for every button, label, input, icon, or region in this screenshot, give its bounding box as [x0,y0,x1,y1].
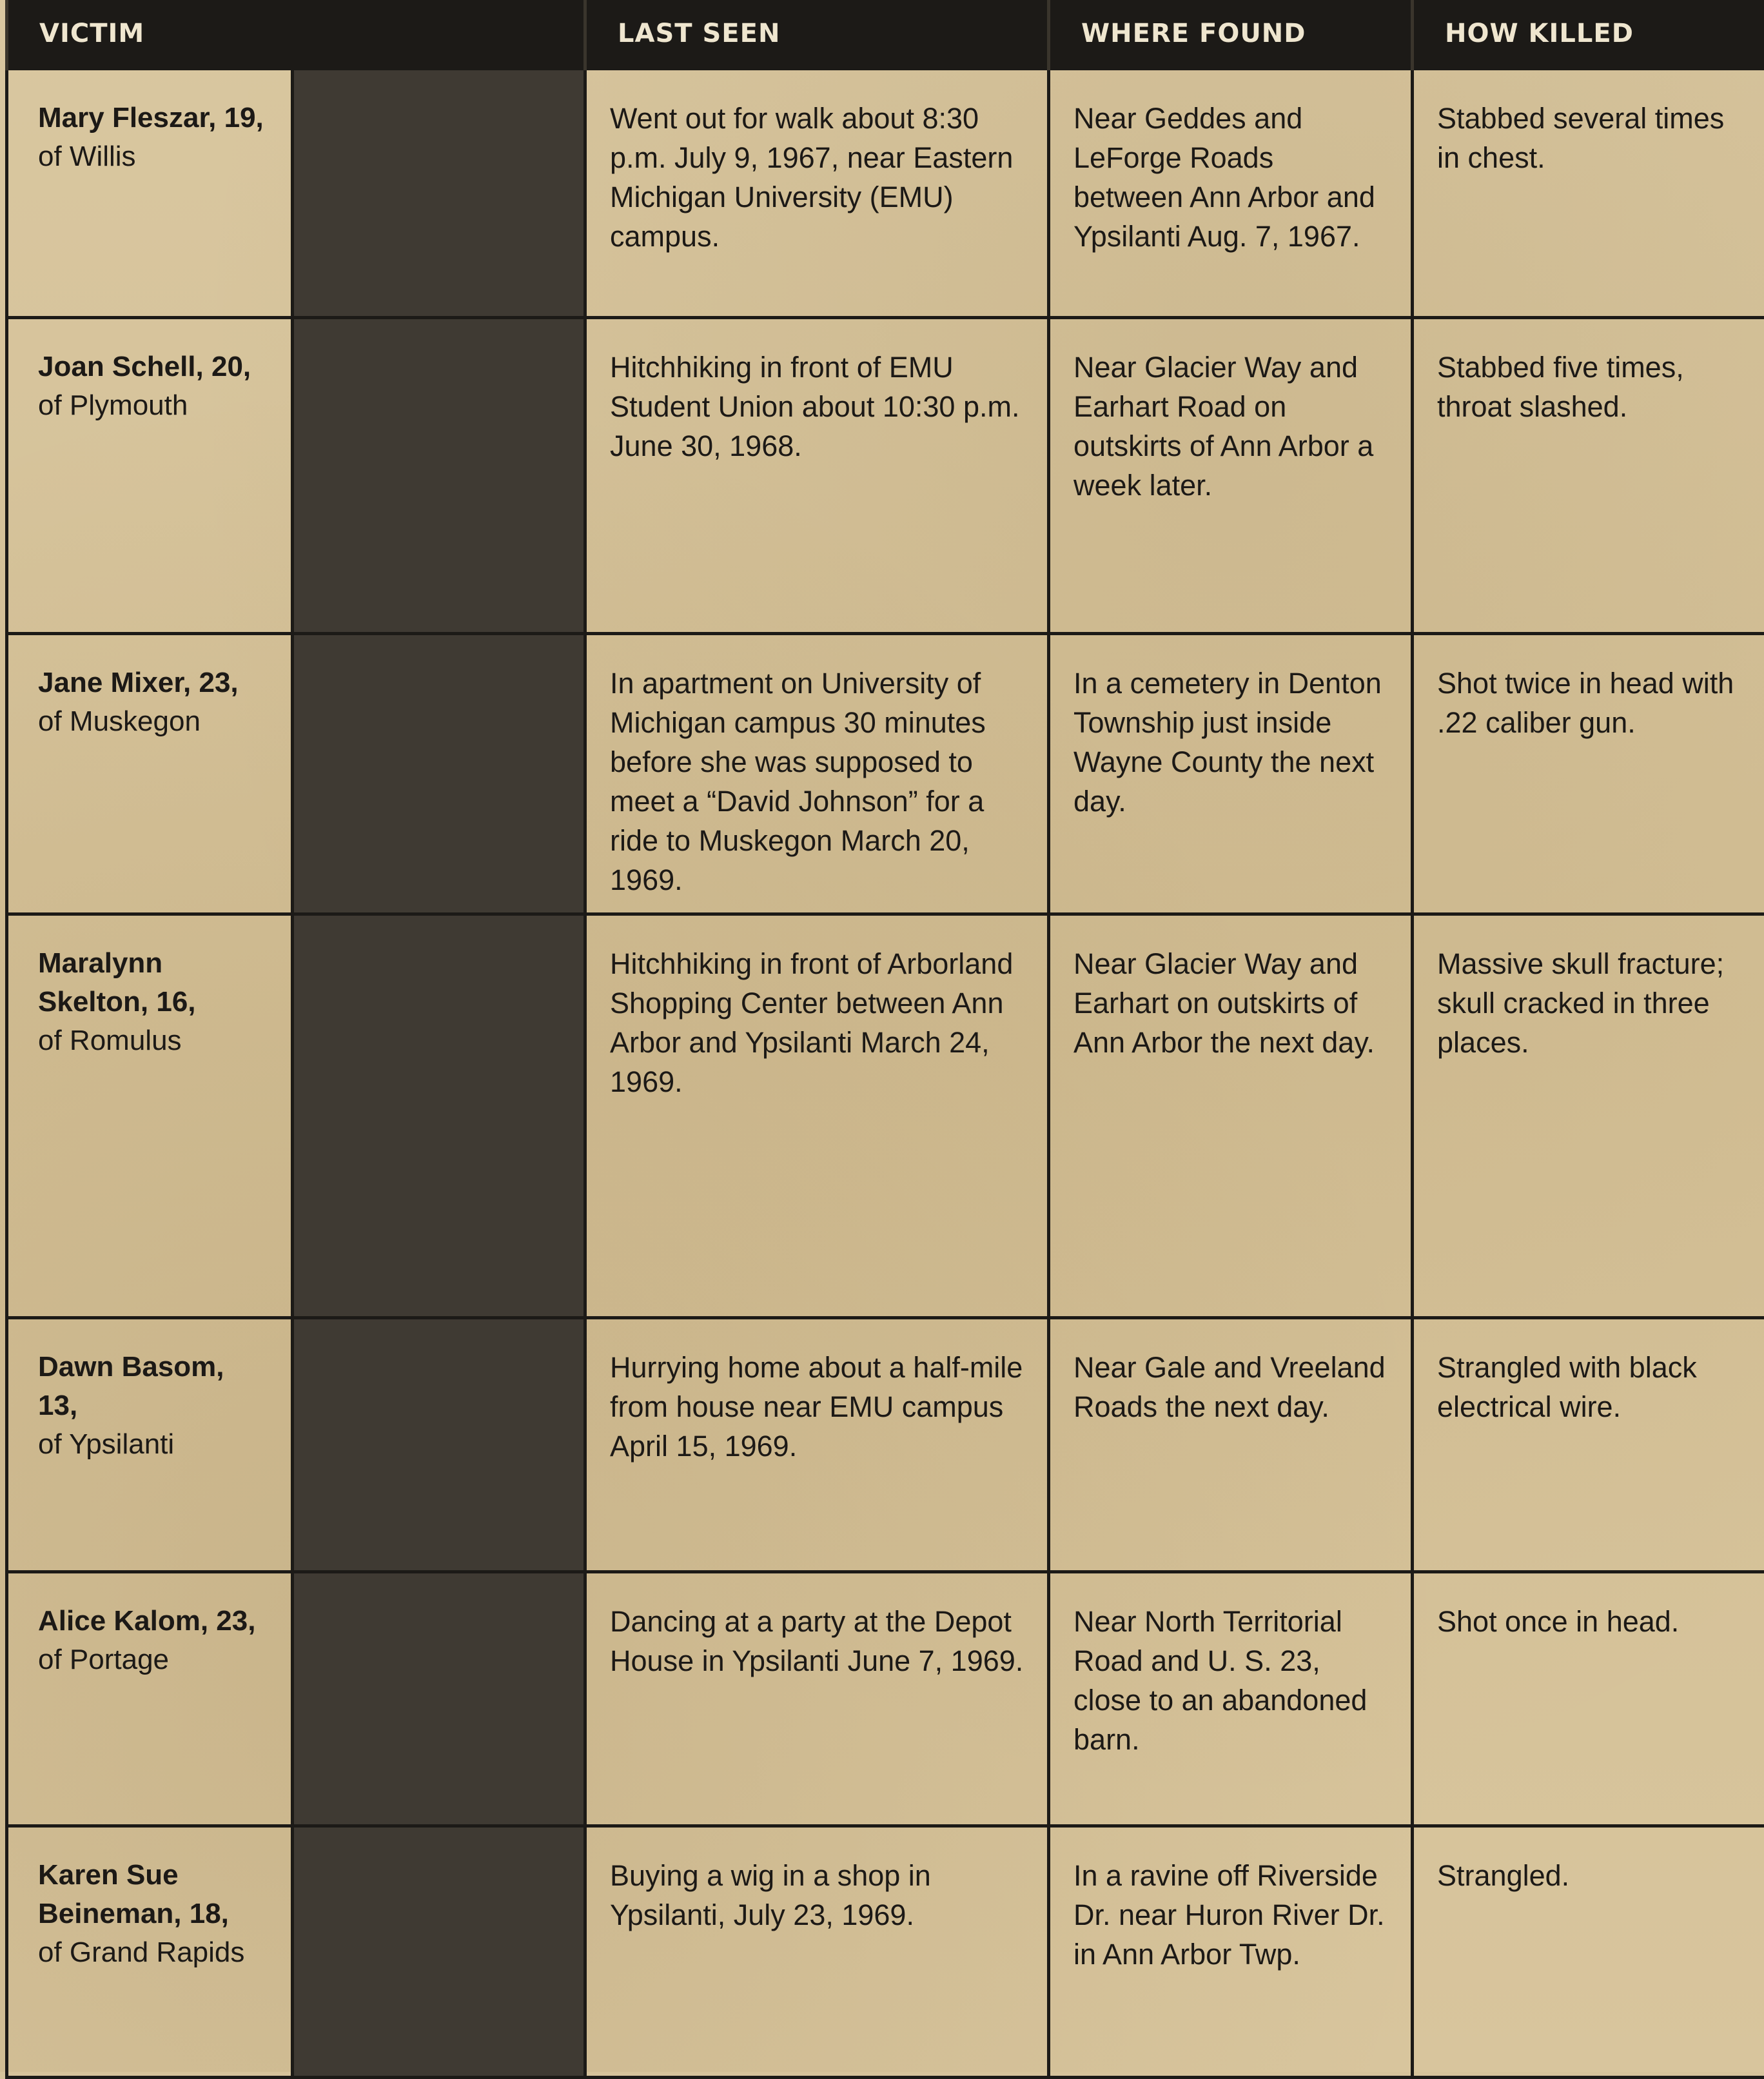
table-row [7,69,1764,318]
victims-table [5,0,1764,2079]
where-found-cell: In a ravine off Riverside Dr. near Huron River Dr. in Ann Arbor Twp. [1049,1826,1413,2078]
table-row [7,1826,1764,2078]
last-seen-cell: Hitchhiking in front of EMU Student Union about 10:30 p.m. June 30, 1968. [585,318,1049,634]
victim-name: Dawn Basom, 13, [38,1351,224,1421]
victim-hometown: of Portage [38,1641,268,1679]
victim-name: Mary Fleszar, 19, [38,102,264,133]
where-found-cell: Near Glacier Way and Earhart Road on outskirts of Ann Arbor a week later. [1049,318,1413,634]
victim-cell [7,1318,293,1572]
where-found-cell: Near North Territorial Road and U. S. 23, close to an abandoned barn. [1049,1572,1413,1826]
victim-name: Maralynn Skelton, 16, [38,947,196,1018]
victim-photo [293,318,585,634]
how-killed-cell: Shot once in head. [1413,1572,1764,1826]
where-found-cell: Near Geddes and LeForge Roads between Ann Arbor and Ypsilanti Aug. 7, 1967. [1049,69,1413,318]
victim-photo [293,69,585,318]
victim-name: Alice Kalom, 23, [38,1605,255,1637]
table-row [7,1572,1764,1826]
victim-hometown: of Muskegon [38,702,268,741]
last-seen-cell: Dancing at a party at the Depot House in Ypsilanti June 7, 1969. [585,1572,1049,1826]
victim-cell [7,914,293,1318]
victim-photo [293,914,585,1318]
victim-hometown: of Grand Rapids [38,1933,268,1972]
victim-hometown: of Plymouth [38,386,268,425]
victim-cell [7,1826,293,2078]
victim-photo [293,1572,585,1826]
how-killed-cell: Stabbed five times, throat slashed. [1413,318,1764,634]
victim-cell [7,1572,293,1826]
victim-hometown: of Romulus [38,1021,268,1060]
header-victim: VICTIM [7,0,585,69]
how-killed-cell: Massive skull fracture; skull cracked in three places. [1413,914,1764,1318]
header-where-found: WHERE FOUND [1049,0,1413,69]
victim-cell [7,634,293,914]
victim-name: Jane Mixer, 23, [38,667,239,698]
how-killed-cell: Strangled with black electrical wire. [1413,1318,1764,1572]
last-seen-cell: Buying a wig in a shop in Ypsilanti, July 23, 1969. [585,1826,1049,2078]
table-row [7,914,1764,1318]
victim-photo [293,1318,585,1572]
how-killed-cell: Strangled. [1413,1826,1764,2078]
victim-hometown: of Ypsilanti [38,1425,268,1464]
table-row [7,318,1764,634]
where-found-cell: Near Glacier Way and Earhart on outskirts of Ann Arbor the next day. [1049,914,1413,1318]
how-killed-cell: Shot twice in head with .22 caliber gun. [1413,634,1764,914]
header-last-seen: LAST SEEN [585,0,1049,69]
header-row [7,0,1764,69]
victim-photo [293,1826,585,2078]
victim-cell [7,318,293,634]
how-killed-cell: Stabbed several times in chest. [1413,69,1764,318]
where-found-cell: In a cemetery in Denton Township just inside Wayne County the next day. [1049,634,1413,914]
where-found-cell: Near Gale and Vreeland Roads the next day. [1049,1318,1413,1572]
table-row [7,1318,1764,1572]
victim-name: Joan Schell, 20, [38,351,251,382]
last-seen-cell: Hurrying home about a half-mile from house near EMU campus April 15, 1969. [585,1318,1049,1572]
victim-photo [293,634,585,914]
victim-name: Karen Sue Beineman, 18, [38,1859,229,1929]
last-seen-cell: In apartment on University of Michigan campus 30 minutes before she was supposed to meet a “David Johnson” for a ride to Muskegon March 20, 1969. [585,634,1049,914]
last-seen-cell: Hitchhiking in front of Arborland Shopping Center between Ann Arbor and Ypsilanti March 24, 1969. [585,914,1049,1318]
victim-hometown: of Willis [38,137,268,176]
header-how-killed: HOW KILLED [1413,0,1764,69]
victim-cell [7,69,293,318]
table-row [7,634,1764,914]
last-seen-cell: Went out for walk about 8:30 p.m. July 9, 1967, near Eastern Michigan University (EMU) campus. [585,69,1049,318]
